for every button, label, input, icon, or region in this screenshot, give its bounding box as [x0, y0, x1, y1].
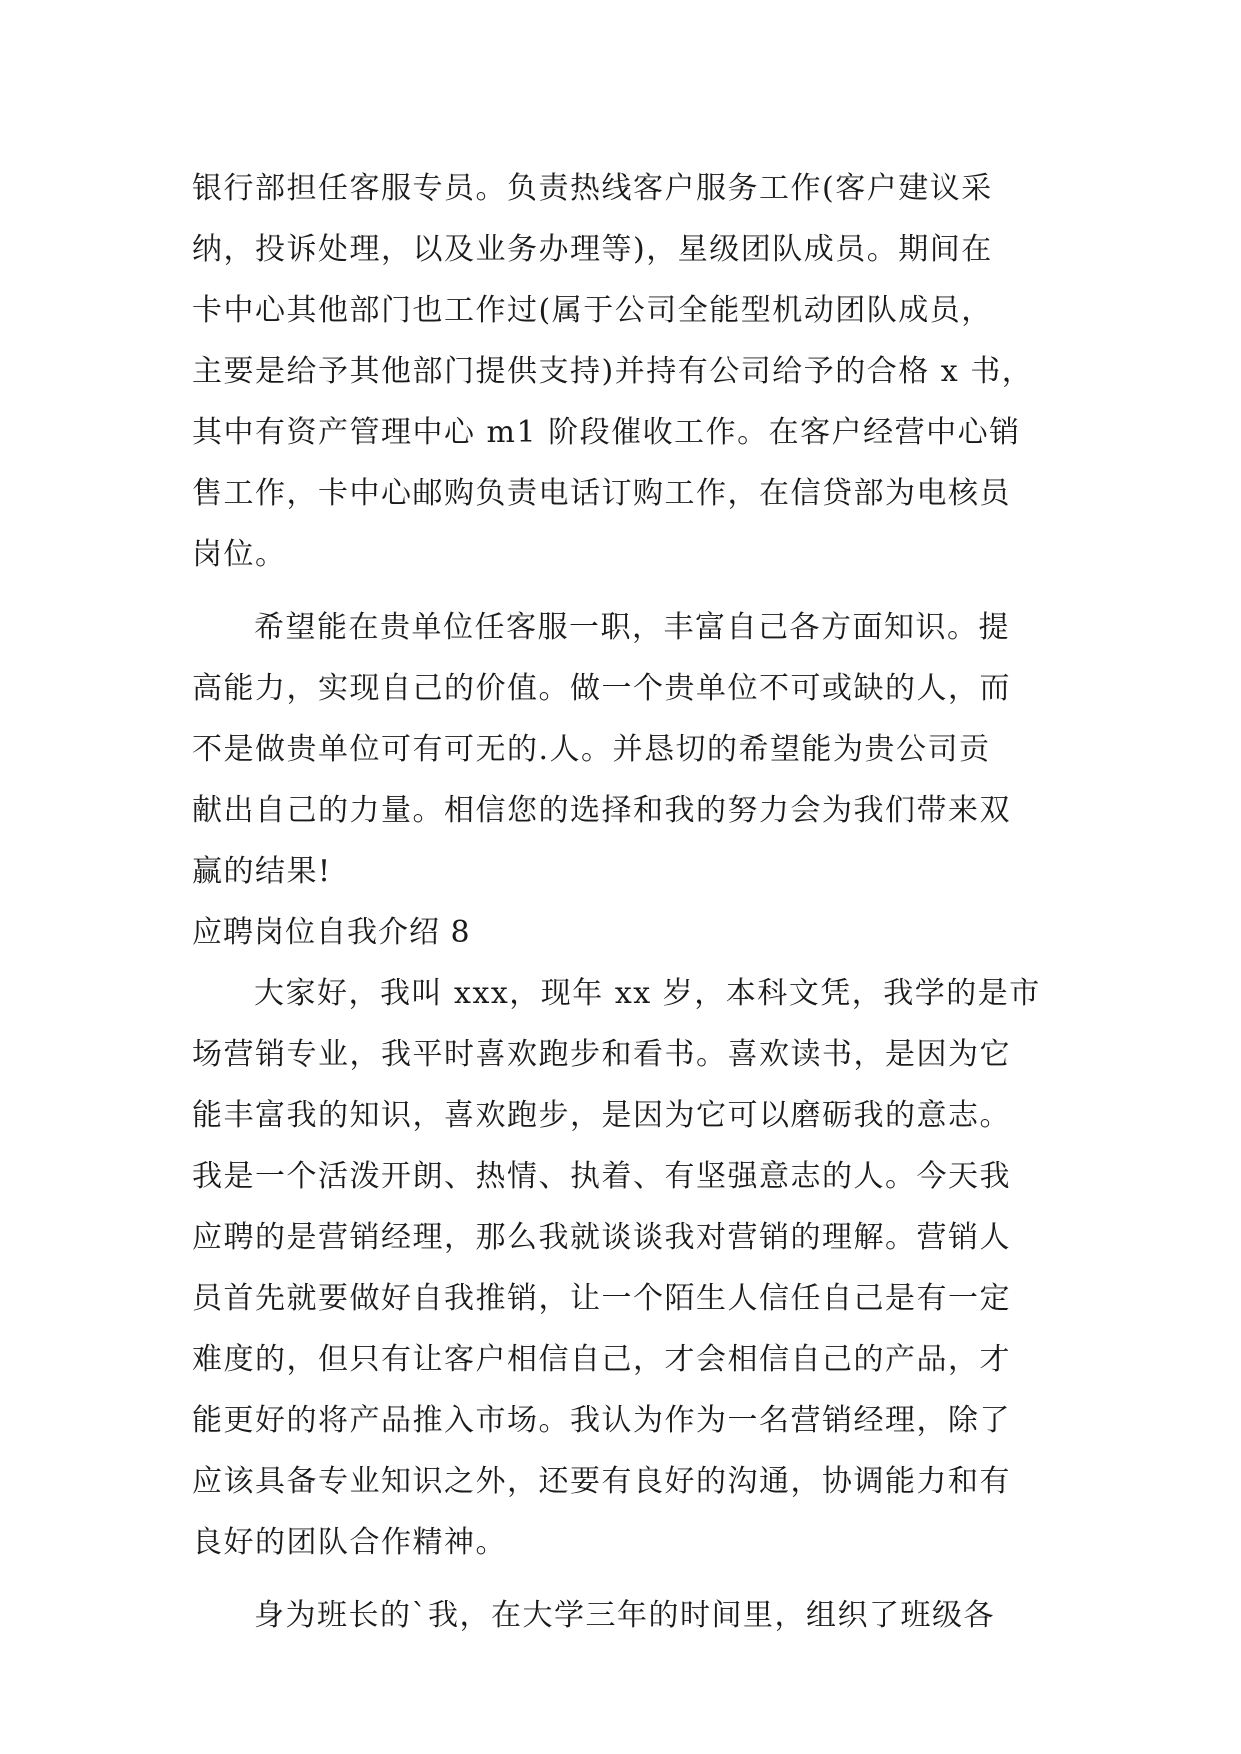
text-line: 不是做贵单位可有可无的.人。并恳切的希望能为贵公司贡 [192, 732, 991, 767]
paragraph-aspiration [192, 597, 1054, 902]
text-line: 赢的结果! [192, 854, 332, 889]
paragraph-gap [192, 585, 1054, 597]
text-line: 能丰富我的知识，喜欢跑步，是因为它可以磨砺我的意志。 [192, 1098, 1011, 1133]
text-line: 主要是给予其他部门提供支持)并持有公司给予的合格 x 书， [192, 354, 1034, 389]
text-line: 售工作，卡中心邮购负责电话订购工作，在信贷部为电核员 [192, 476, 1011, 511]
text-line: 岗位。 [192, 537, 287, 572]
text-line: 希望能在贵单位任客服一职，丰富自己各方面知识。提 [254, 610, 1010, 645]
paragraph-class-monitor [192, 1585, 1054, 1646]
text-line: 场营销专业，我平时喜欢跑步和看书。喜欢读书，是因为它 [192, 1037, 1011, 1072]
text-line: 员首先就要做好自我推销，让一个陌生人信任自己是有一定 [192, 1281, 1011, 1316]
text-line: 应该具备专业知识之外，还要有良好的沟通，协调能力和有 [192, 1464, 1011, 1499]
document-body [192, 158, 1054, 1646]
text-line: 能更好的将产品推入市场。我认为作为一名营销经理，除了 [192, 1403, 1011, 1438]
text-line: 其中有资产管理中心 m1 阶段催收工作。在客户经营中心销 [192, 415, 1021, 450]
text-line: 我是一个活泼开朗、热情、执着、有坚强意志的人。今天我 [192, 1159, 1011, 1194]
paragraph-self-introduction [192, 963, 1054, 1573]
text-line: 卡中心其他部门也工作过(属于公司全能型机动团队成员， [192, 293, 993, 328]
text-line: 银行部担任客服专员。负责热线客户服务工作(客户建议采 [192, 171, 993, 206]
paragraph-gap [192, 1573, 1054, 1585]
text-line: 身为班长的`我，在大学三年的时间里，组织了班级各 [254, 1598, 995, 1633]
text-line: 应聘的是营销经理，那么我就谈谈我对营销的理解。营销人 [192, 1220, 1011, 1255]
text-line: 高能力，实现自己的价值。做一个贵单位不可或缺的人，而 [192, 671, 1011, 706]
text-line: 献出自己的力量。相信您的选择和我的努力会为我们带来双 [192, 793, 1011, 828]
text-line: 良好的团队合作精神。 [192, 1525, 507, 1560]
section-heading: 应聘岗位自我介绍 8 [192, 915, 471, 950]
text-line: 大家好，我叫 xxx，现年 xx 岁，本科文凭，我学的是市 [254, 976, 1041, 1011]
text-line: 难度的，但只有让客户相信自己，才会相信自己的产品，才 [192, 1342, 1011, 1377]
paragraph-work-experience [192, 158, 1054, 585]
text-line: 纳，投诉处理，以及业务办理等)，星级团队成员。期间在 [192, 232, 993, 267]
